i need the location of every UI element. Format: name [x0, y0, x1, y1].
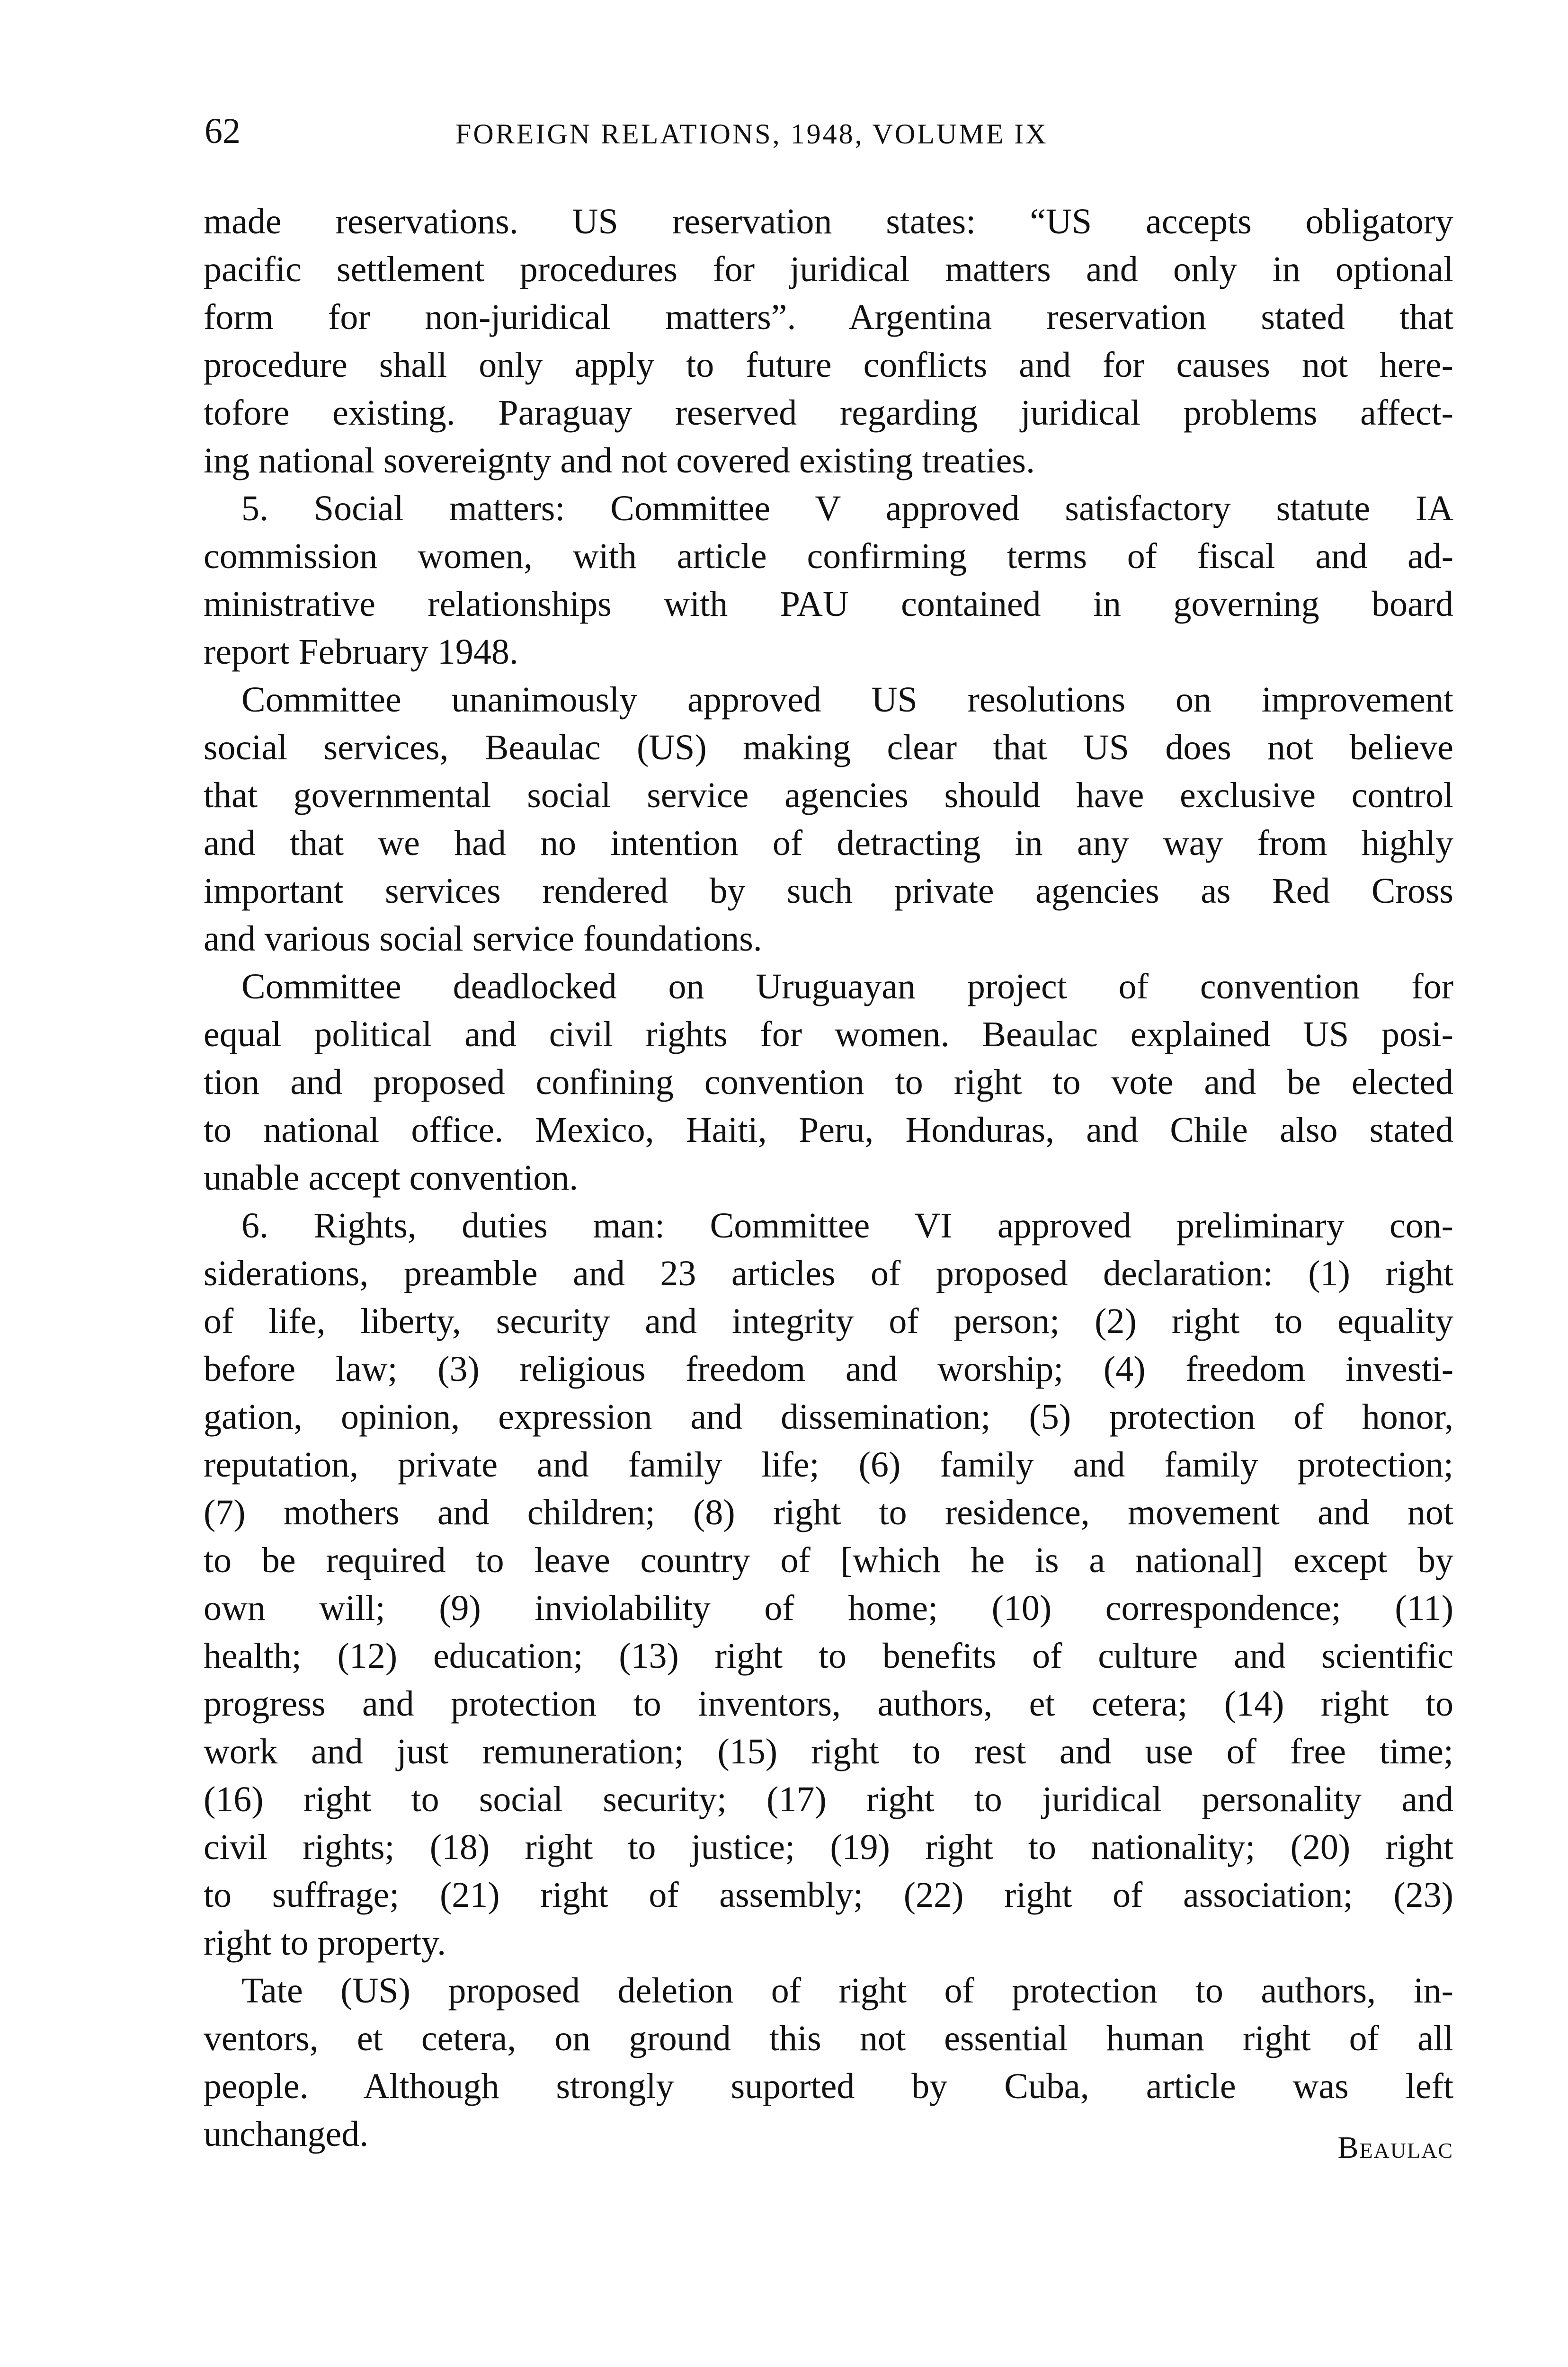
- text-line: of life, liberty, security and integrity of person; (2) right to equality: [204, 1301, 1453, 1341]
- text-line: tofore existing. Paraguay reserved regarding juridical problems affect-: [204, 393, 1453, 433]
- text-line: ing national sovereignty and not covered existing treaties.: [204, 441, 1035, 481]
- text-line: Tate (US) proposed deletion of right of protection to authors, in-: [241, 1971, 1453, 2011]
- text-line: 5. Social matters: Committee V approved satisfactory statute IA: [241, 489, 1453, 528]
- text-line: progress and protection to inventors, authors, et cetera; (14) right to: [204, 1684, 1453, 1724]
- text-line: civil rights; (18) right to justice; (19) right to nationality; (20) right: [204, 1827, 1453, 1867]
- text-line: right to property.: [204, 1923, 446, 1963]
- text-line: Committee unanimously approved US resolutions on improvement: [241, 680, 1453, 720]
- text-line: pacific settlement procedures for juridical matters and only in optional: [204, 249, 1453, 289]
- text-line: report February 1948.: [204, 632, 518, 672]
- text-line: work and just remuneration; (15) right to rest and use of free time;: [204, 1732, 1453, 1771]
- running-head: [205, 110, 1454, 152]
- text-line: form for non-juridical matters”. Argentina reservation stated that: [204, 297, 1453, 337]
- text-line: tion and proposed confining convention to right to vote and be elected: [204, 1062, 1453, 1102]
- text-line: and various social service foundations.: [204, 919, 762, 959]
- text-line: commission women, with article confirming terms of fiscal and ad-: [204, 536, 1453, 576]
- text-line: (16) right to social security; (17) right to juridical personality and: [204, 1780, 1453, 1819]
- text-line: important services rendered by such private agencies as Red Cross: [204, 871, 1453, 911]
- text-line: before law; (3) religious freedom and worship; (4) freedom investi-: [204, 1349, 1453, 1389]
- text-line: siderations, preamble and 23 articles of proposed declaration: (1) right: [204, 1254, 1453, 1293]
- text-line: made reservations. US reservation states: “US accepts obligatory: [204, 202, 1453, 241]
- text-line: people. Although strongly suported by Cuba, article was left: [204, 2066, 1453, 2106]
- text-line: Committee deadlocked on Uruguayan project of convention for: [241, 967, 1453, 1006]
- text-line: social services, Beaulac (US) making clear that US does not believe: [204, 728, 1453, 767]
- text-line: own will; (9) inviolability of home; (10) correspondence; (11): [204, 1588, 1453, 1628]
- text-line: to suffrage; (21) right of assembly; (22) right of association; (23): [204, 1875, 1453, 1915]
- text-line: ventors, et cetera, on ground this not essential human right of all: [204, 2019, 1453, 2058]
- text-line: unable accept convention.: [204, 1158, 579, 1198]
- text-line: health; (12) education; (13) right to benefits of culture and scientific: [204, 1636, 1453, 1676]
- text-line: unchanged.: [204, 2114, 369, 2154]
- text-line: (7) mothers and children; (8) right to residence, movement and not: [204, 1493, 1453, 1532]
- text-line: to national office. Mexico, Haiti, Peru, Honduras, and Chile also stated: [204, 1110, 1453, 1150]
- body-text: [204, 198, 1453, 2158]
- text-line: to be required to leave country of [which he is a national] except by: [204, 1540, 1453, 1580]
- text-line: that governmental social service agencies should have exclusive control: [204, 775, 1453, 815]
- running-title: FOREIGN RELATIONS, 1948, VOLUME IX: [455, 118, 1048, 150]
- text-line: gation, opinion, expression and dissemination; (5) protection of honor,: [204, 1397, 1453, 1437]
- text-line: 6. Rights, duties man: Committee VI approved preliminary con-: [241, 1206, 1453, 1246]
- signature: Beaulac: [1337, 2130, 1453, 2165]
- text-line: procedure shall only apply to future conflicts and for causes not here-: [204, 345, 1453, 385]
- text-line: ministrative relationships with PAU contained in governing board: [204, 584, 1453, 624]
- text-line: reputation, private and family life; (6) family and family protection;: [204, 1445, 1453, 1485]
- text-line: equal political and civil rights for women. Beaulac explained US posi-: [204, 1014, 1453, 1054]
- page-number: 62: [205, 111, 241, 151]
- text-line: and that we had no intention of detracting in any way from highly: [204, 823, 1453, 863]
